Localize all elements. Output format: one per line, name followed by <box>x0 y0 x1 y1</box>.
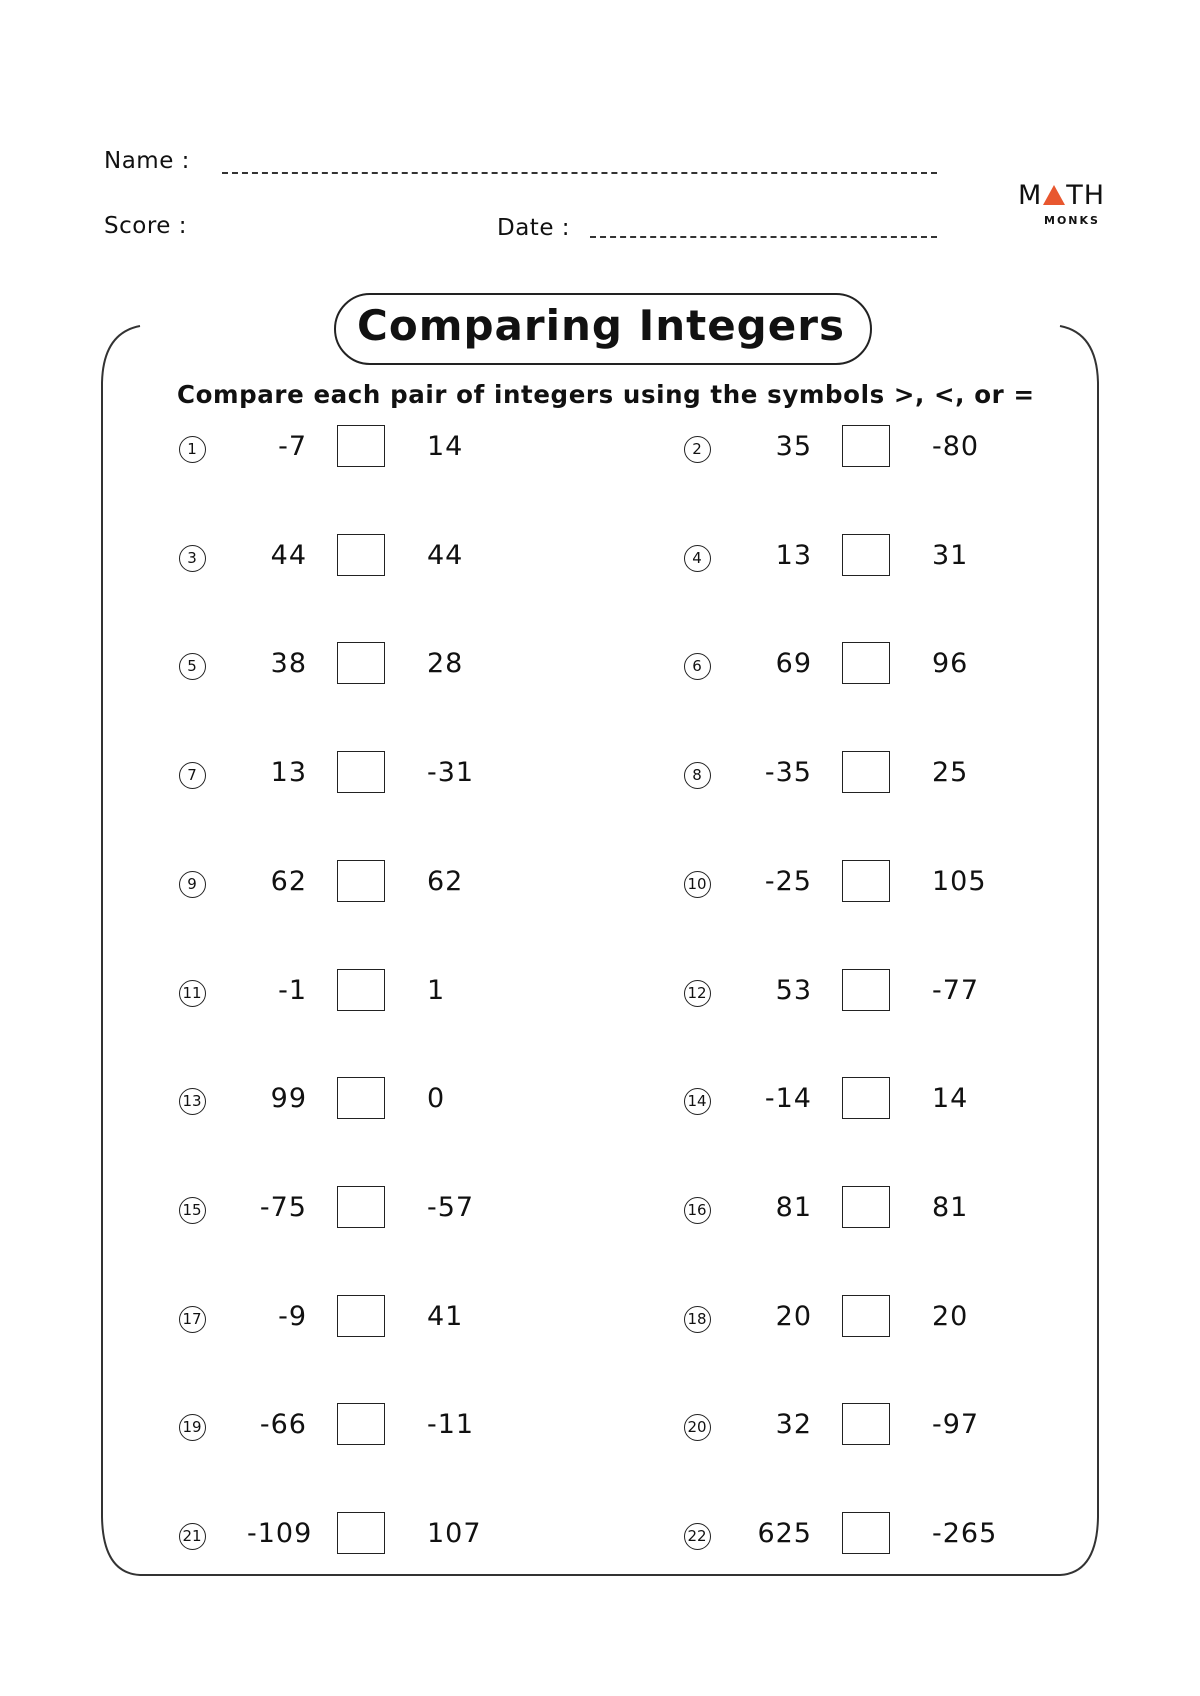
problem-number: 21 <box>177 1519 207 1549</box>
first-integer: 35 <box>775 431 812 462</box>
second-integer: 105 <box>932 865 987 897</box>
answer-box[interactable] <box>337 1295 385 1337</box>
first-integer: 62 <box>270 865 307 897</box>
first-integer: -1 <box>278 974 307 1006</box>
math-monks-logo: M TH MONKS <box>1018 180 1106 227</box>
second-integer: -77 <box>932 974 980 1006</box>
answer-box[interactable] <box>842 860 890 902</box>
problem-number: 16 <box>682 1193 712 1223</box>
problem-number: 22 <box>682 1519 712 1549</box>
answer-box[interactable] <box>842 642 890 684</box>
second-integer: -80 <box>932 431 980 462</box>
answer-box[interactable] <box>842 969 890 1011</box>
second-integer: 25 <box>932 757 969 789</box>
second-integer: -97 <box>932 1409 980 1441</box>
problem-number: 8 <box>682 758 712 788</box>
second-integer: -57 <box>427 1191 475 1223</box>
second-integer: 20 <box>932 1300 969 1332</box>
first-integer: 99 <box>270 1083 307 1115</box>
answer-box[interactable] <box>842 751 890 793</box>
first-integer: 44 <box>270 539 307 571</box>
problem-number: 5 <box>177 649 207 679</box>
second-integer: 14 <box>932 1083 969 1115</box>
second-integer: 44 <box>427 539 464 571</box>
problem-number: 11 <box>177 976 207 1006</box>
second-integer: 14 <box>427 431 464 462</box>
problem-number: 3 <box>177 541 207 571</box>
first-integer: 81 <box>775 1191 812 1223</box>
second-integer: 62 <box>427 865 464 897</box>
answer-box[interactable] <box>842 1512 890 1554</box>
first-integer: 13 <box>775 539 812 571</box>
first-integer: 53 <box>775 974 812 1006</box>
answer-box[interactable] <box>337 425 385 467</box>
problem-number: 14 <box>682 1084 712 1114</box>
problem-number: 18 <box>682 1302 712 1332</box>
answer-box[interactable] <box>337 1186 385 1228</box>
first-integer: 69 <box>775 648 812 680</box>
first-integer: 20 <box>775 1300 812 1332</box>
worksheet-frame <box>100 323 1100 1577</box>
answer-box[interactable] <box>337 751 385 793</box>
answer-box[interactable] <box>337 1077 385 1119</box>
first-integer: -7 <box>278 431 307 462</box>
first-integer: -35 <box>764 757 812 789</box>
answer-box[interactable] <box>337 534 385 576</box>
first-integer: -75 <box>259 1191 307 1223</box>
problem-number: 12 <box>682 976 712 1006</box>
answer-box[interactable] <box>337 860 385 902</box>
second-integer: -265 <box>932 1518 998 1549</box>
page-title: Comparing Integers <box>357 301 845 350</box>
answer-box[interactable] <box>337 1403 385 1445</box>
date-line[interactable] <box>590 236 937 238</box>
first-integer: 32 <box>775 1409 812 1441</box>
first-integer: -66 <box>259 1409 307 1441</box>
problem-number: 13 <box>177 1084 207 1114</box>
answer-box[interactable] <box>337 1512 385 1554</box>
first-integer: -109 <box>247 1518 313 1549</box>
instructions: Compare each pair of integers using the symbols >, <, or = <box>177 380 1035 409</box>
answer-box[interactable] <box>337 642 385 684</box>
second-integer: 1 <box>427 974 446 1006</box>
problem-number: 20 <box>682 1410 712 1440</box>
answer-box[interactable] <box>842 425 890 467</box>
second-integer: -31 <box>427 757 475 789</box>
answer-box[interactable] <box>842 1295 890 1337</box>
problem-number: 9 <box>177 867 207 897</box>
problem-number: 17 <box>177 1302 207 1332</box>
answer-box[interactable] <box>842 1077 890 1119</box>
answer-box[interactable] <box>842 1186 890 1228</box>
answer-box[interactable] <box>842 534 890 576</box>
first-integer: 13 <box>270 757 307 789</box>
first-integer: 38 <box>270 648 307 680</box>
problem-number: 10 <box>682 867 712 897</box>
answer-box[interactable] <box>337 969 385 1011</box>
first-integer: -25 <box>764 865 812 897</box>
problem-number: 15 <box>177 1193 207 1223</box>
first-integer: 625 <box>757 1518 812 1549</box>
second-integer: 28 <box>427 648 464 680</box>
problem-number: 2 <box>682 432 712 462</box>
problem-number: 7 <box>177 758 207 788</box>
second-integer: -11 <box>427 1409 475 1441</box>
second-integer: 81 <box>932 1191 969 1223</box>
second-integer: 0 <box>427 1083 446 1115</box>
second-integer: 41 <box>427 1300 464 1332</box>
second-integer: 96 <box>932 648 969 680</box>
name-line[interactable] <box>222 172 937 174</box>
problem-number: 19 <box>177 1410 207 1440</box>
date-label: Date : <box>497 215 571 241</box>
triangle-icon <box>1043 185 1065 205</box>
first-integer: -14 <box>764 1083 812 1115</box>
score-label: Score : <box>104 213 187 239</box>
problem-number: 1 <box>177 432 207 462</box>
answer-box[interactable] <box>842 1403 890 1445</box>
problem-number: 4 <box>682 541 712 571</box>
problem-number: 6 <box>682 649 712 679</box>
second-integer: 31 <box>932 539 969 571</box>
name-label: Name : <box>104 148 190 174</box>
second-integer: 107 <box>427 1518 482 1549</box>
first-integer: -9 <box>278 1300 307 1332</box>
